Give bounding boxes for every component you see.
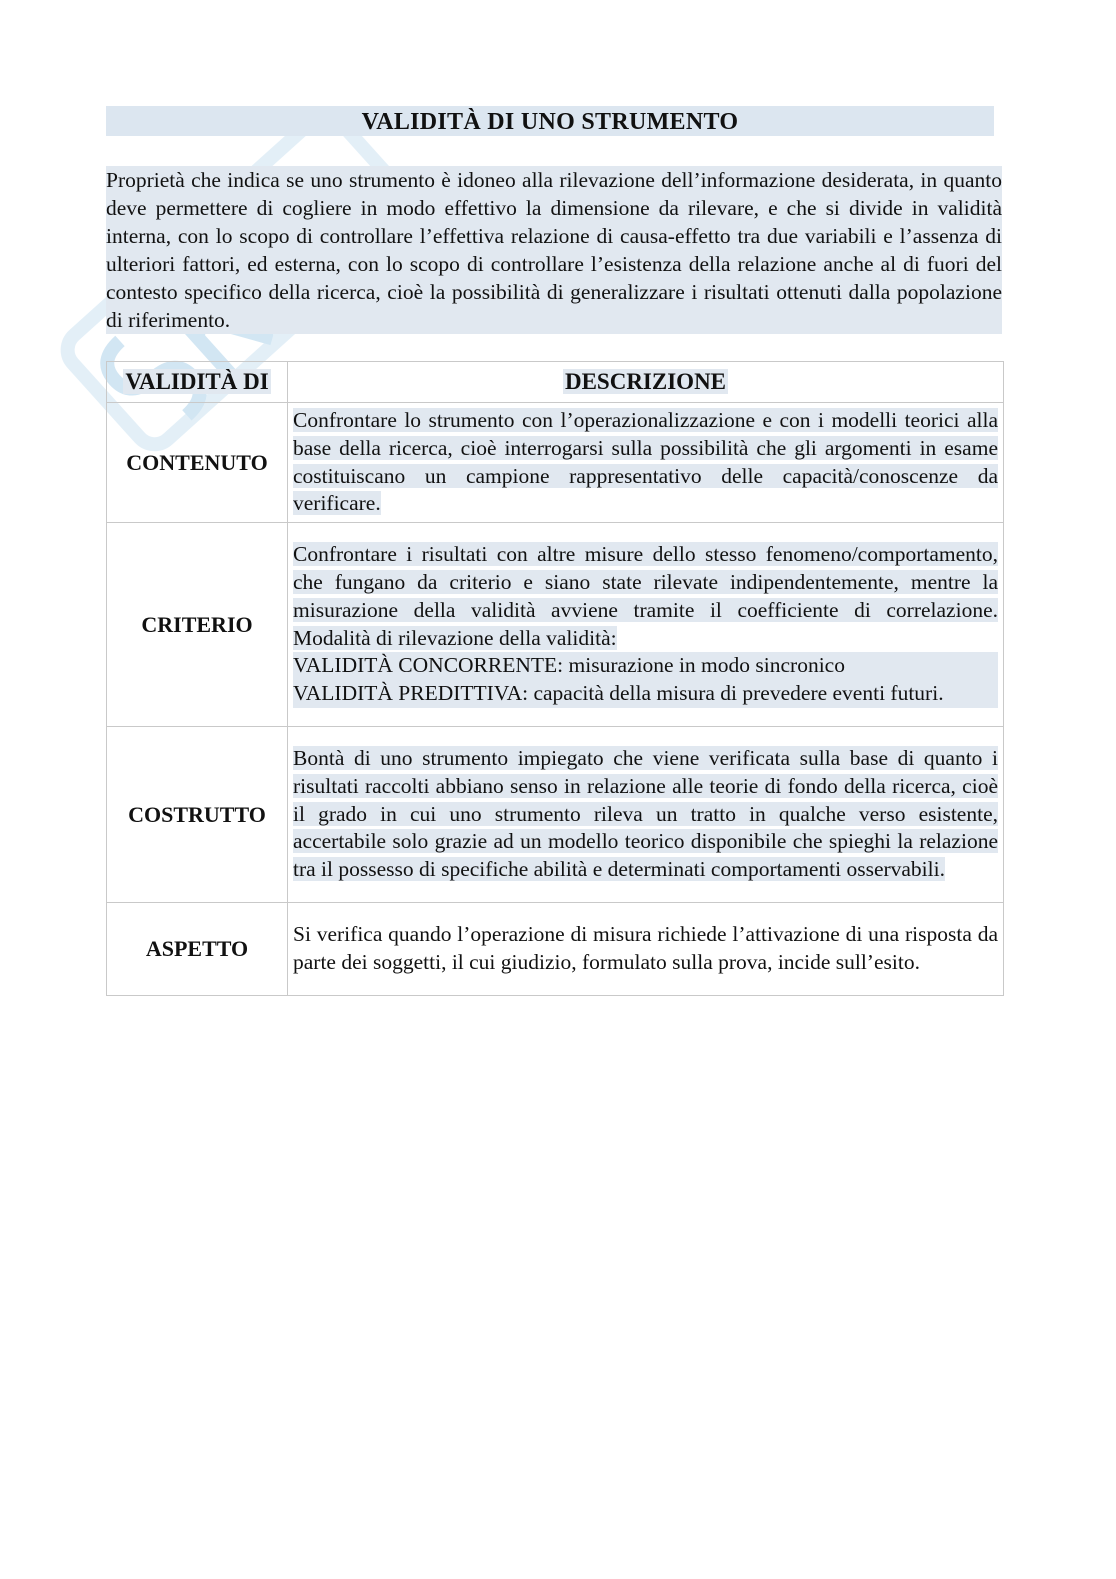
header-validita-di: VALIDITÀ DI [107, 362, 288, 403]
table-row [107, 403, 1004, 523]
row-label-aspetto: ASPETTO [107, 903, 288, 996]
criterio-predittiva: VALIDITÀ PREDITTIVA: capacità della misura di prevedere eventi futuri. [293, 680, 998, 708]
row-desc-criterio: Confrontare i risultati con altre misure dello stesso fenomeno/comportamento, che fungano da criterio e siano state rilevate indipendentemente, mentre la misurazione della validità avviene tramite il coefficiente di correlazione. Modalità di rilevazione della validità: VALIDITÀ CONCORRENTE: misurazione in modo sincronico VALIDITÀ PREDITTIVA: capacità della misura di prevedere eventi futuri. [288, 523, 1004, 727]
document-title: VALIDITÀ DI UNO STRUMENTO [106, 106, 994, 136]
table-row [107, 727, 1004, 903]
table-header-row [107, 362, 1004, 403]
row-label-costrutto: COSTRUTTO [107, 727, 288, 903]
row-desc-contenuto: Confrontare lo strumento con l’operazionalizzazione e con i modelli teorici alla base della ricerca, cioè interrogarsi sulla possibilità che gli argomenti in esame costituiscano un campione rappresentativo delle capacità/conoscenze da verificare. [288, 403, 1004, 523]
row-desc-costrutto: Bontà di uno strumento impiegato che viene verificata sulla base di quanto i risultati raccolti abbiano senso in relazione alle teorie di fondo della ricerca, cioè il grado in cui uno strumento rileva un tratto in qualche verso esistente, accertabile solo grazie ad un modello teorico disponibile che spieghi la relazione tra il possesso di specifiche abilità e determinati comportamenti osservabili. [288, 727, 1004, 903]
row-label-criterio: CRITERIO [107, 523, 288, 727]
intro-paragraph: Proprietà che indica se uno strumento è idoneo alla rilevazione dell’informazione desiderata, in quanto deve permettere di cogliere in modo effettivo la dimensione da rilevare, e che si divide in validità interna, con lo scopo di controllare l’effettiva relazione di causa-effetto tra due variabili e l’assenza di ulteriori fattori, ed esterna, con lo scopo di controllare l’esistenza della relazione anche al di fuori del contesto specifico della ricerca, cioè la possibilità di generalizzare i risultati ottenuti dalla popolazione di riferimento. [106, 168, 1002, 332]
header-descrizione: DESCRIZIONE [288, 362, 1004, 403]
table-row [107, 903, 1004, 996]
validity-table [106, 361, 1004, 996]
criterio-concorrente: VALIDITÀ CONCORRENTE: misurazione in modo sincronico [293, 652, 998, 680]
row-label-contenuto: CONTENUTO [107, 403, 288, 523]
row-desc-aspetto: Si verifica quando l’operazione di misura richiede l’attivazione di una risposta da parte dei soggetti, il cui giudizio, formulato sulla prova, incide sull’esito. [288, 903, 1004, 996]
table-row [107, 523, 1004, 727]
